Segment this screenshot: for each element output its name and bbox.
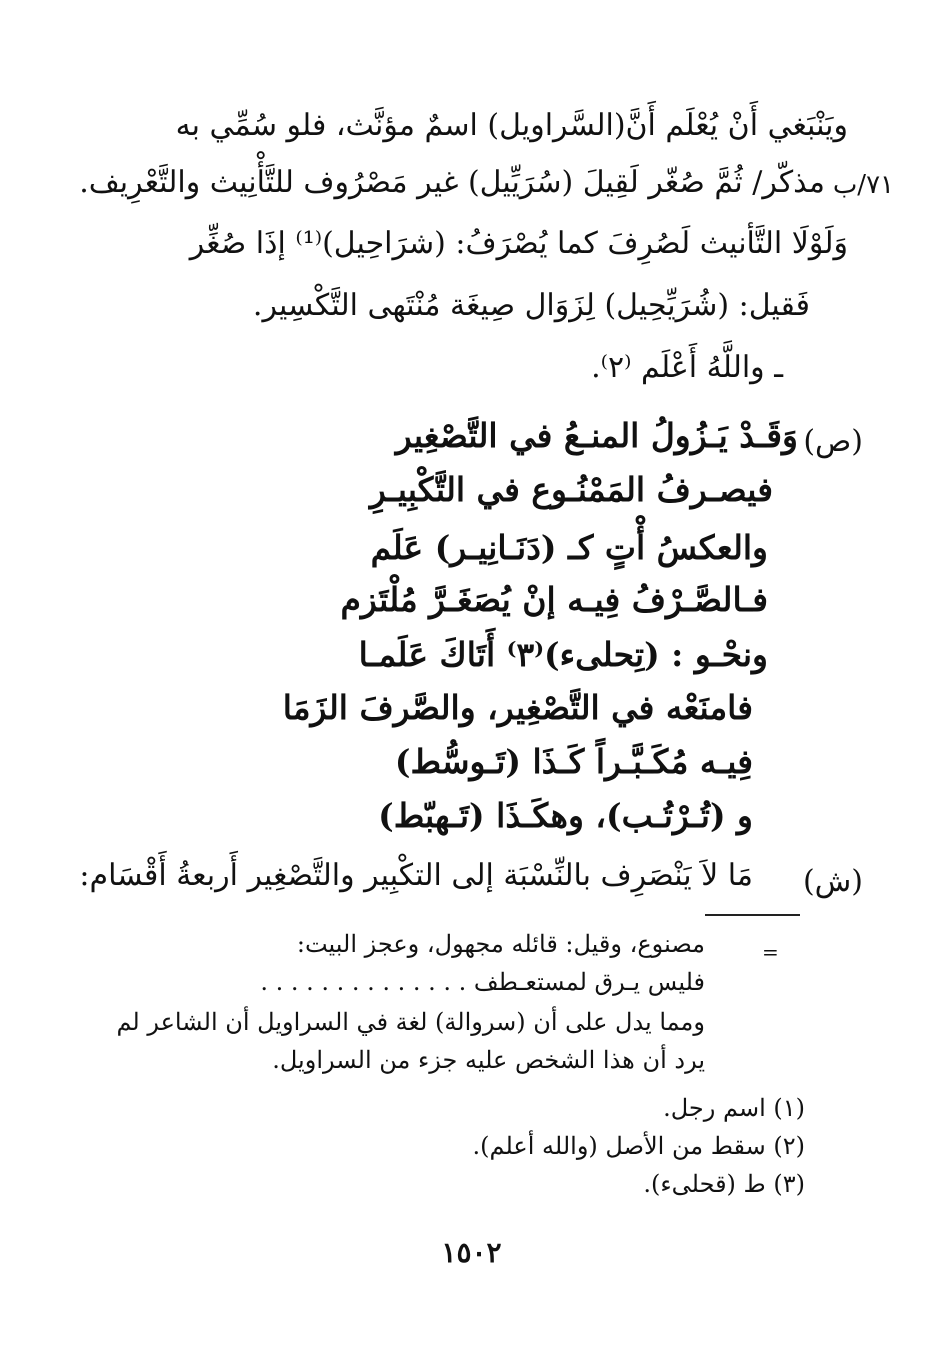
- margin-folio-note: ٧١/ب: [832, 170, 894, 200]
- prose-line-1: ويَنْبَغي أَنْ يُعْلَم أَنَّ(السَّراويل) اسمٌ مؤنَّث، فلو سُمِّي به: [175, 108, 848, 143]
- verse-line-4: فـالصَّـرْفُ فِيـه إنْ يُصَغَـرَّ مُلْتَزم: [340, 580, 768, 619]
- verse-line-1: وَقَـدْ يَـزُولُ المنـعُ في التَّصْغِير: [395, 416, 798, 455]
- verse-line-5: ونحْـو : (تِحلىء)⁽٣⁾ أَتَاكَ عَلَمـا: [358, 635, 768, 674]
- footnote-separator: [705, 914, 800, 916]
- sharh-line: مَا لاَ يَنْصَرِف بالنِّسْبَة إلى التكْبِير والتَّصْغِير أَربعةُ أَقْسَام:: [79, 858, 753, 893]
- sharh-label: (ش): [802, 864, 863, 899]
- footnote-3: (٣) ط (قحلىء).: [643, 1170, 805, 1198]
- verse-line-6: فامنَعْه في التَّصْغِير، والصَّرفَ الزَمَا: [282, 688, 753, 727]
- prose-line-2: مذكّر/ ثُمَّ صُغّر لَقِيلَ (سُرَيِّيل) غير مَصْرُوف للتَّأْنِيث والتَّعْرِيف.: [79, 165, 825, 200]
- verse-line-3: والعكسُ أْتٍ كـ (دَنَـانِيـر) عَلَم: [370, 528, 768, 567]
- verse-line-2: فيصـرفُ المَمْنُـوع في التَّكْبِيـرِ: [369, 470, 773, 509]
- prose-line-4: فَقيل: (شُرَيِّحِيل) لِزَوَال صِيغَة مُنْتَهى التَّكْسِير.: [252, 288, 810, 323]
- verse-line-8: و (تُـرْتُـب)، وهكَـذَا (تَـهبّط): [378, 796, 753, 835]
- footnote-2: (٢) سقط من الأصل (والله أعلم).: [472, 1132, 805, 1160]
- continued-footnote-line-1: مصنوع، وقيل: قائله مجهول، وعجز البيت:: [296, 930, 705, 958]
- verse-line-7: فِيـه مُكَـبَّـراً كَـذَا (تَـوسُّط): [394, 742, 753, 781]
- continued-footnote-line-3: ومما يدل على أن (سروالة) لغة في السراويل أن الشاعر لم: [116, 1008, 705, 1036]
- prose-line-3: وَلَوْلَا التَّأنيث لَصُرِفَ كما يُصْرَفُ: (شرَاحِيل)⁽¹⁾ إذَا صُغِّر: [189, 226, 848, 261]
- page-number: ١٥٠٢: [441, 1236, 502, 1269]
- footnote-1: (١) اسم رجل.: [663, 1094, 805, 1122]
- continued-footnote-line-2: فليس يـرق لمستعـطف . . . . . . . . . . . . . .: [260, 968, 705, 996]
- continuation-mark: =: [762, 940, 779, 964]
- continued-footnote-line-4: يرد أن هذا الشخص عليه جزء من السراويل.: [272, 1046, 705, 1074]
- prose-line-5: ـ واللَّهُ أَعْلَم ⁽٢⁾.: [591, 350, 783, 385]
- verse-label: (ص): [803, 424, 863, 459]
